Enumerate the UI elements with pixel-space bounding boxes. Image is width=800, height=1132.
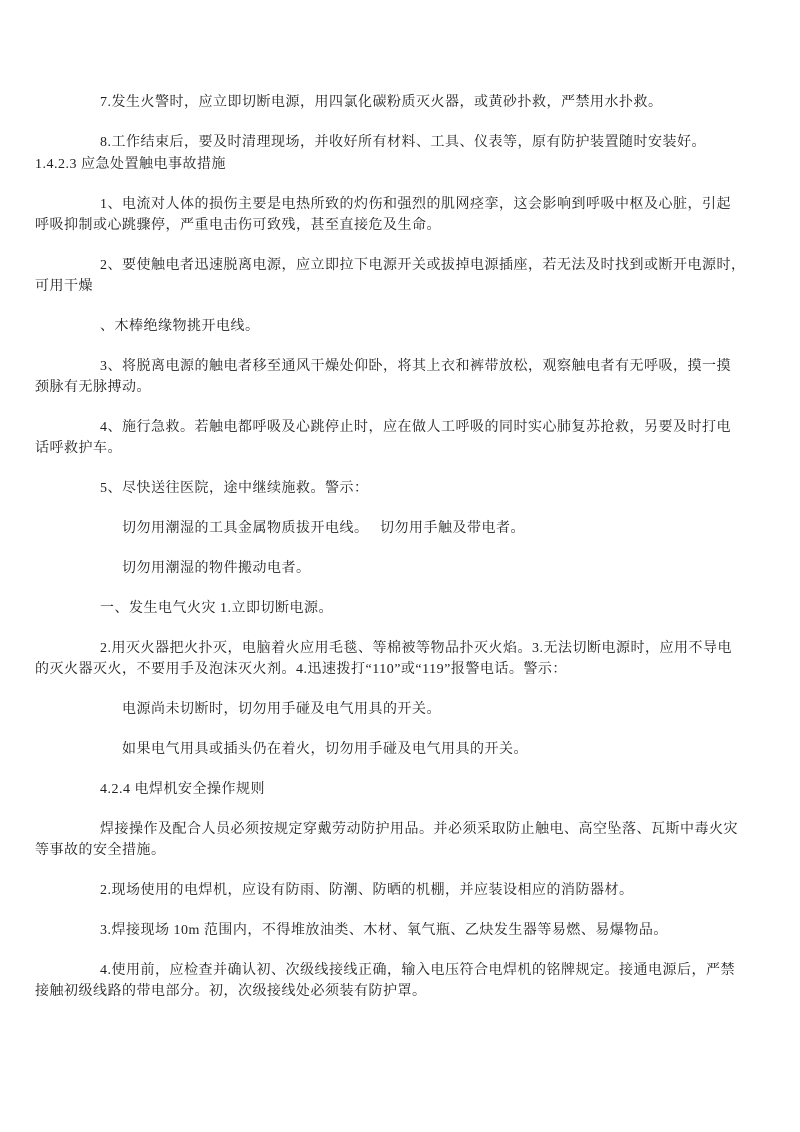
paragraph [35,92,765,113]
paragraph [35,316,765,337]
text-line: 可用干燥 [35,279,93,294]
text-line: 2.现场使用的电焊机，应设有防雨、防潮、防晒的机棚，并应装设相应的消防器材。 [100,883,634,898]
paragraph [35,417,765,459]
text-line: 颈脉有无脉搏动。 [35,380,151,395]
text-line: 接触初级线路的带电部分。初，次级接线处必须装有防护罩。 [35,984,427,999]
paragraph [35,255,765,297]
text-line: 8.工作结束后，要及时清理现场，并收好所有材料、工具、仪表等，原有防护装置随时安装好。 [100,135,706,150]
text-line: 2、要使触电者迅速脱离电源，应立即拉下电源开关或拔掉电源插座，若无法及时找到或断开电源时， [100,258,746,273]
paragraph [35,518,765,539]
paragraph [35,356,765,398]
paragraph [35,920,765,941]
paragraph [35,598,765,619]
paragraph [35,558,765,579]
text-line: 7.发生火警时，应立即切断电源，用四氯化碳粉质灭火器，或黄砂扑救，严禁用水扑救。 [100,95,663,110]
text-line: 4、施行急救。若触电都呼吸及心跳停止时，应在做人工呼吸的同时实心肺复苏抢救，另要及时打电 [100,420,731,435]
text-line: 3.焊接现场 10m 范围内，不得堆放油类、木材、氧气瓶、乙炔发生器等易燃、易爆物品。 [100,923,668,938]
text-line: 的灭火器灭火，不要用手及泡沫灭火剂。4.迅速拨打“110”或“119”报警电话。警示： [35,662,567,677]
paragraph [35,478,765,499]
paragraph [35,880,765,901]
text-line: 4.2.4 电焊机安全操作规则 [100,782,265,797]
text-line: 电源尚未切断时，切勿用手碰及电气用具的开关。 [122,702,441,717]
text-line: 4.使用前，应检查并确认初、次级线接线正确，输入电压符合电焊机的铭牌规定。接通电源后，严禁 [100,963,735,978]
text-line: 等事故的安全措施。 [35,843,166,858]
paragraph [35,699,765,720]
paragraph [35,132,765,153]
paragraph [35,154,765,175]
paragraph [35,779,765,800]
text-line: 切勿用潮湿的物件搬动电者。 [122,561,311,576]
paragraph [35,194,765,236]
text-line: 3、将脱离电源的触电者移至通风干燥处仰卧，将其上衣和裤带放松，观察触电者有无呼吸，摸一摸 [100,359,731,374]
text-line: 焊接操作及配合人员必须按规定穿戴劳动防护用品。并必须采取防止触电、高空坠落、瓦斯中毒火灾 [100,822,738,837]
text-line: 2.用灭火器把火扑灭，电脑着火应用毛毯、等棉被等物品扑灭火焰。3.无法切断电源时，应用不导电 [100,641,732,656]
text-line: 一、发生电气火灾 1.立即切断电源。 [100,601,333,616]
text-line: 呼吸抑制或心跳骤停，严重电击伤可致残，甚至直接危及生命。 [35,218,441,233]
text-line: 话呼救护车。 [35,441,122,456]
text-line: 5、尽快送往医院，途中继续施救。警示： [100,481,369,496]
text-line: 切勿用潮湿的工具金属物质拔开电线。 切勿用手触及带电者。 [122,521,525,536]
paragraph [35,960,765,1002]
text-line: 1.4.2.3 应急处置触电事故措施 [35,157,226,172]
text-line: 1、电流对人体的损伤主要是电热所致的灼伤和强烈的肌网痉挛，这会影响到呼吸中枢及心脏，引起 [100,197,731,212]
text-line: 、木棒绝缘物挑开电线。 [100,319,260,334]
document-text-body [35,92,765,1002]
paragraph [35,638,765,680]
paragraph [35,819,765,861]
text-line: 如果电气用具或插头仍在着火，切勿用手碰及电气用具的开关。 [122,742,528,757]
paragraph [35,739,765,760]
